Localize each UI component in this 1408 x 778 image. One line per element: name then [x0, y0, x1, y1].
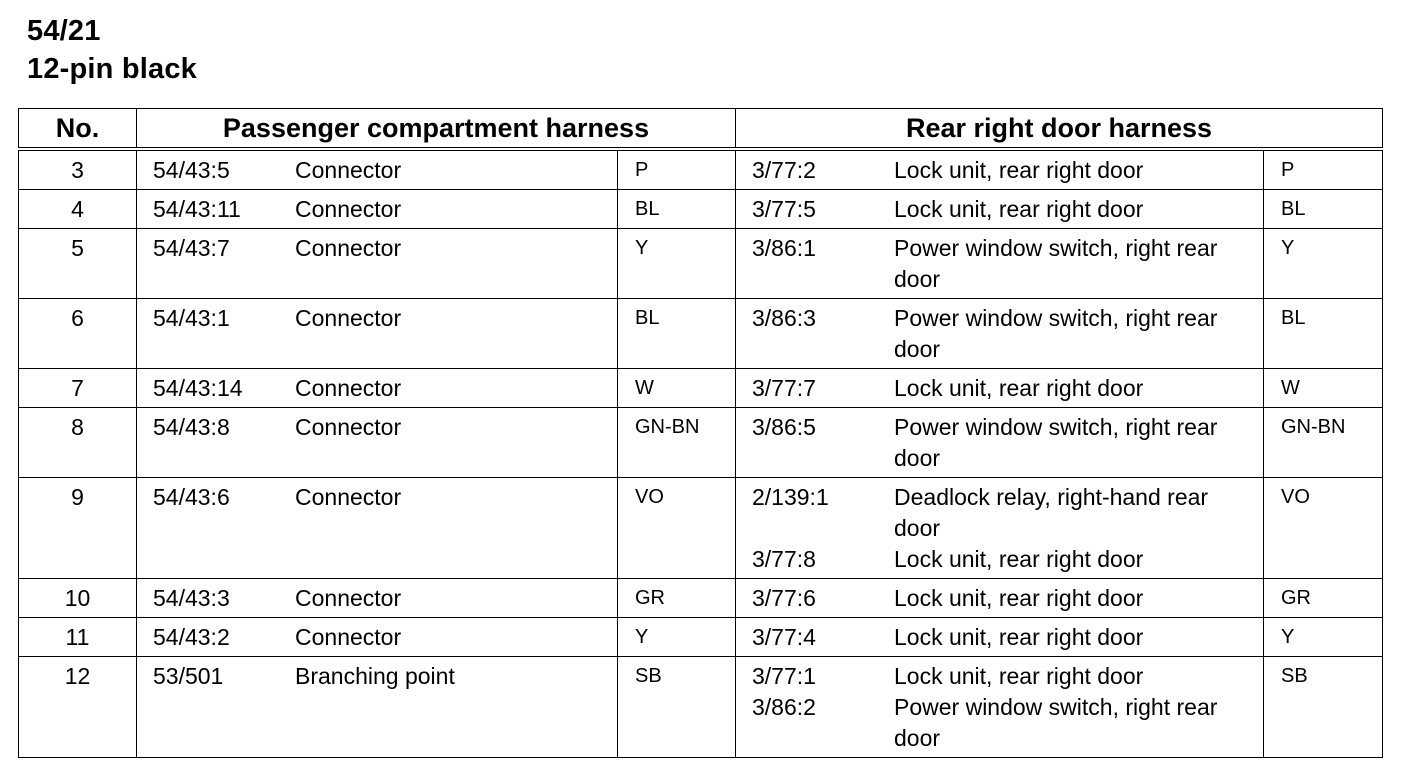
table-row — [19, 657, 1383, 758]
pin-number: 3 — [19, 149, 137, 190]
table-row — [19, 408, 1383, 478]
rear-door-harness-ref: 3/86:2 — [752, 694, 816, 720]
rear-door-wire-color: GR — [1264, 579, 1383, 618]
passenger-harness-cell — [137, 579, 618, 618]
rear-door-harness-entry — [752, 373, 1263, 404]
rear-door-harness-entry — [752, 622, 1263, 653]
passenger-harness-cell — [137, 149, 618, 190]
rear-door-harness-description: Power window switch, right rear door — [894, 235, 1218, 292]
rear-door-harness-entry — [752, 692, 1263, 754]
table-row — [19, 229, 1383, 299]
pin-number: 8 — [19, 408, 137, 478]
rear-door-harness-ref: 3/77:6 — [752, 585, 816, 611]
rear-door-harness-description: Power window switch, right rear door — [894, 414, 1218, 471]
pin-number: 7 — [19, 369, 137, 408]
rear-door-harness-entry — [752, 155, 1263, 186]
rear-door-wire-color: GN-BN — [1264, 408, 1383, 478]
passenger-harness-description: Connector — [295, 624, 402, 650]
pin-number: 11 — [19, 618, 137, 657]
document-title — [27, 12, 197, 88]
rear-door-harness-entry — [752, 583, 1263, 614]
passenger-harness-ref: 54/43:1 — [153, 305, 230, 331]
rear-door-harness-cell — [736, 190, 1264, 229]
table-row — [19, 190, 1383, 229]
rear-door-wire-color: BL — [1264, 190, 1383, 229]
passenger-harness-cell — [137, 299, 618, 369]
rear-door-harness-cell — [736, 229, 1264, 299]
rear-door-harness-description: Lock unit, rear right door — [894, 375, 1144, 401]
pin-number: 10 — [19, 579, 137, 618]
passenger-harness-cell — [137, 478, 618, 579]
table-row — [19, 299, 1383, 369]
passenger-wire-color: GN-BN — [618, 408, 736, 478]
rear-door-harness-cell — [736, 618, 1264, 657]
rear-door-harness-entry — [752, 661, 1263, 692]
rear-door-harness-description: Power window switch, right rear door — [894, 694, 1218, 751]
rear-door-wire-color: P — [1264, 149, 1383, 190]
column-header-passenger-harness: Passenger compartment harness — [137, 109, 736, 150]
rear-door-harness-description: Lock unit, rear right door — [894, 196, 1144, 222]
passenger-harness-ref: 54/43:11 — [153, 196, 241, 222]
rear-door-harness-cell — [736, 369, 1264, 408]
pin-number: 9 — [19, 478, 137, 579]
passenger-harness-cell — [137, 618, 618, 657]
rear-door-harness-cell — [736, 299, 1264, 369]
column-header-rear-door-harness: Rear right door harness — [736, 109, 1383, 150]
table-header — [19, 109, 1383, 150]
rear-door-harness-ref: 3/77:2 — [752, 157, 816, 183]
pin-number: 6 — [19, 299, 137, 369]
table-body — [19, 149, 1383, 758]
passenger-harness-description: Branching point — [295, 663, 455, 689]
passenger-harness-description: Connector — [295, 196, 402, 222]
rear-door-harness-description: Lock unit, rear right door — [894, 546, 1144, 572]
rear-door-harness-entry — [752, 233, 1263, 295]
rear-door-wire-color: Y — [1264, 618, 1383, 657]
rear-door-wire-color: SB — [1264, 657, 1383, 758]
passenger-wire-color: Y — [618, 618, 736, 657]
rear-door-harness-description: Lock unit, rear right door — [894, 157, 1144, 183]
passenger-harness-cell — [137, 190, 618, 229]
passenger-harness-ref: 54/43:8 — [153, 414, 230, 440]
passenger-harness-description: Connector — [295, 305, 402, 331]
connector-id: 54/21 — [27, 15, 101, 47]
table-row — [19, 618, 1383, 657]
passenger-wire-color: W — [618, 369, 736, 408]
rear-door-harness-description: Lock unit, rear right door — [894, 663, 1144, 689]
rear-door-harness-description: Lock unit, rear right door — [894, 624, 1144, 650]
rear-door-harness-cell — [736, 657, 1264, 758]
pin-assignment-table — [18, 108, 1383, 758]
table-row — [19, 369, 1383, 408]
passenger-harness-description: Connector — [295, 585, 402, 611]
passenger-wire-color: P — [618, 149, 736, 190]
pin-number: 4 — [19, 190, 137, 229]
rear-door-wire-color: W — [1264, 369, 1383, 408]
rear-door-harness-entry — [752, 194, 1263, 225]
rear-door-harness-ref: 2/139:1 — [752, 484, 829, 510]
passenger-wire-color: SB — [618, 657, 736, 758]
rear-door-wire-color: VO — [1264, 478, 1383, 579]
passenger-wire-color: Y — [618, 229, 736, 299]
rear-door-harness-description: Deadlock relay, right-hand rear door — [894, 484, 1209, 541]
table-row — [19, 579, 1383, 618]
passenger-harness-ref: 54/43:6 — [153, 484, 230, 510]
passenger-harness-description: Connector — [295, 414, 402, 440]
rear-door-harness-ref: 3/77:4 — [752, 624, 816, 650]
rear-door-harness-cell — [736, 579, 1264, 618]
passenger-harness-description: Connector — [295, 484, 402, 510]
rear-door-harness-ref: 3/86:3 — [752, 305, 816, 331]
rear-door-harness-ref: 3/77:8 — [752, 546, 816, 572]
passenger-harness-description: Connector — [295, 157, 402, 183]
rear-door-harness-entry — [752, 544, 1263, 575]
rear-door-wire-color: Y — [1264, 229, 1383, 299]
rear-door-harness-ref: 3/86:5 — [752, 414, 816, 440]
rear-door-harness-entry — [752, 412, 1263, 474]
passenger-harness-description: Connector — [295, 375, 402, 401]
passenger-harness-ref: 54/43:7 — [153, 235, 230, 261]
passenger-wire-color: VO — [618, 478, 736, 579]
rear-door-harness-cell — [736, 149, 1264, 190]
pin-number: 12 — [19, 657, 137, 758]
passenger-harness-ref: 54/43:5 — [153, 157, 230, 183]
passenger-harness-ref: 54/43:3 — [153, 585, 230, 611]
passenger-harness-cell — [137, 657, 618, 758]
passenger-harness-cell — [137, 229, 618, 299]
rear-door-wire-color: BL — [1264, 299, 1383, 369]
passenger-wire-color: GR — [618, 579, 736, 618]
rear-door-harness-entry — [752, 303, 1263, 365]
column-header-no: No. — [19, 109, 137, 150]
rear-door-harness-cell — [736, 408, 1264, 478]
passenger-wire-color: BL — [618, 190, 736, 229]
table-row — [19, 149, 1383, 190]
rear-door-harness-ref: 3/77:1 — [752, 663, 816, 689]
rear-door-harness-cell — [736, 478, 1264, 579]
rear-door-harness-description: Power window switch, right rear door — [894, 305, 1218, 362]
passenger-wire-color: BL — [618, 299, 736, 369]
passenger-harness-cell — [137, 369, 618, 408]
passenger-harness-description: Connector — [295, 235, 402, 261]
rear-door-harness-ref: 3/86:1 — [752, 235, 816, 261]
table-row — [19, 478, 1383, 579]
passenger-harness-ref: 54/43:14 — [153, 375, 243, 401]
pin-number: 5 — [19, 229, 137, 299]
rear-door-harness-entry — [752, 482, 1263, 544]
rear-door-harness-description: Lock unit, rear right door — [894, 585, 1144, 611]
rear-door-harness-ref: 3/77:7 — [752, 375, 816, 401]
connector-description: 12-pin black — [27, 53, 198, 85]
passenger-harness-ref: 53/501 — [153, 663, 224, 689]
passenger-harness-ref: 54/43:2 — [153, 624, 230, 650]
rear-door-harness-ref: 3/77:5 — [752, 196, 816, 222]
passenger-harness-cell — [137, 408, 618, 478]
